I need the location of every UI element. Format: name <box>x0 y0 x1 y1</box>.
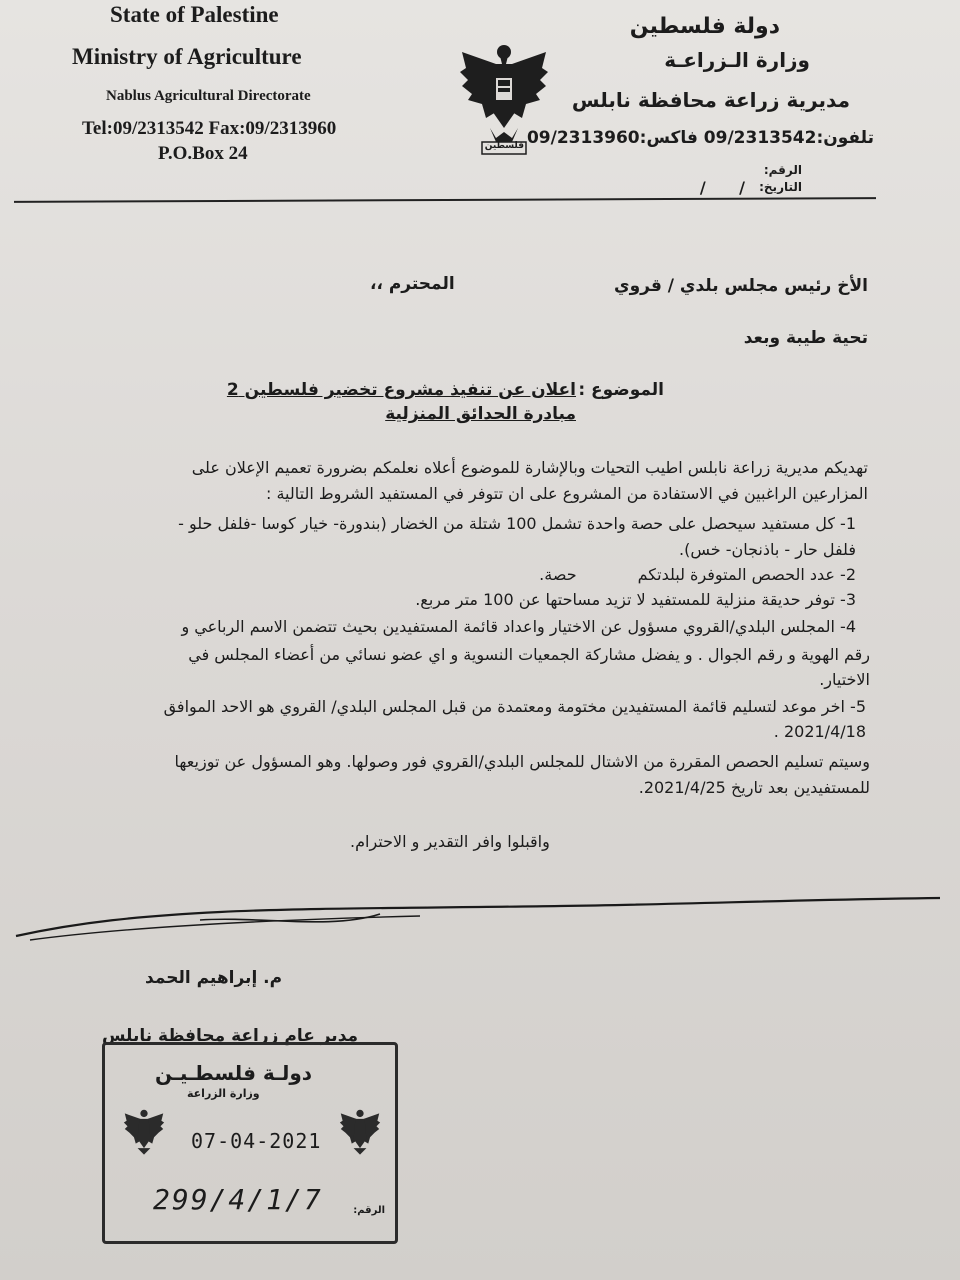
condition-5-line-2: 2021/4/18 . <box>773 722 866 741</box>
signatory-title: مدير عام زراعة محافظة نابلس <box>102 1026 359 1046</box>
subject-label: الموضوع : <box>578 380 664 400</box>
official-stamp <box>102 1042 398 1244</box>
condition-3: 3- توفر حديقة منزلية للمستفيد لا تزيد مساحتها عن 100 متر مربع. <box>415 590 856 609</box>
date-label: التاريخ: <box>759 180 802 194</box>
intro-line-2: المزارعين الراغبين في الاستفادة من المشروع على ان تتوفر في المستفيد الشروط التالية : <box>265 484 868 503</box>
stamp-eagle-left-icon <box>121 1107 167 1161</box>
stamp-eagle-right-icon <box>337 1107 383 1161</box>
greeting: تحية طيبة وبعد <box>743 328 868 348</box>
letterhead-pobox-en: P.O.Box 24 <box>158 143 248 164</box>
letterhead-directorate-en: Nablus Agricultural Directorate <box>106 88 311 104</box>
condition-1-line-1: 1- كل مستفيد سيحصل على حصة واحدة تشمل 100 شتلة من الخضار (بندورة- خيار كوسا -فلفل حلو - <box>178 514 856 533</box>
signatory-name: م. إبراهيم الحمد <box>145 968 283 988</box>
condition-5-line-1: 5- اخر موعد لتسليم قائمة المستفيدين مختومة ومعتمدة من قبل المجلس البلدي/ القروي هو الاحد الموافق <box>163 697 866 716</box>
condition-4-line-3: الاختيار. <box>819 670 870 689</box>
letterhead-ministry-en: Ministry of Agriculture <box>72 44 302 69</box>
letterhead-directorate-ar: مديرية زراعة محافظة نابلس <box>571 88 850 112</box>
sign-off: واقبلوا وافر التقدير و الاحترام. <box>350 832 550 851</box>
emblem-caption: فلسطين <box>484 141 524 151</box>
letterhead-ministry-ar: وزارة الـزراعـة <box>664 48 810 72</box>
handwritten-signature <box>0 890 960 950</box>
stamp-state: دولـة فلسطـيـن <box>155 1061 313 1085</box>
condition-4-line-2: رقم الهوية و رقم الجوال . و يفضل مشاركة الجمعيات النسوية و اي عضو نسائي من أعضاء المجلس في <box>188 645 870 664</box>
stamp-ministry: وزارة الزراعة <box>187 1087 260 1100</box>
subject-subtitle: مبادرة الحدائق المنزلية <box>385 404 576 424</box>
subject-title: اعلان عن تنفيذ مشروع تخضير فلسطين 2 <box>226 380 576 400</box>
closing-line-1: وسيتم تسليم الحصص المقررة من الاشتال للمجلس البلدي/القروي فور وصولها. وهو المسؤول عن توزيعها <box>174 752 870 771</box>
letterhead-state-en: State of Palestine <box>110 2 279 27</box>
letterhead-contact-en: Tel:09/2313542 Fax:09/2313960 <box>82 118 337 139</box>
letterhead-state-ar: دولة فلسطين <box>629 14 780 39</box>
stamp-date: 07-04-2021 <box>191 1129 322 1153</box>
stamp-ref-label: الرقم: <box>353 1205 385 1216</box>
honorific: المحترم ،، <box>370 274 455 294</box>
condition-2: 2- عدد الحصص المتوفرة لبلدتكم حصة. <box>539 565 856 584</box>
reference-number-label: الرقم: <box>763 163 802 177</box>
closing-line-2: للمستفيدين بعد تاريخ 2021/4/25. <box>638 778 870 797</box>
intro-line-1: تهديكم مديرية زراعة نابلس اطيب التحيات وبالإشارة للموضوع أعلاه نعلمكم بضرورة تعميم الإعلان على <box>191 458 868 477</box>
letterhead-contact-ar: تلفون:09/2313542 فاكس:09/2313960 <box>526 128 874 148</box>
condition-1-line-2: فلفل حار - باذنجان- خس). <box>678 540 856 559</box>
letterhead-divider <box>14 197 876 202</box>
recipient-line: الأخ رئيس مجلس بلدي / قروي <box>613 276 868 296</box>
stamp-ref-number: 299/4/1/7 <box>153 1183 323 1216</box>
date-slashes: / / <box>699 178 745 197</box>
condition-4-line-1: 4- المجلس البلدي/القروي مسؤول عن الاختيار واعداد قائمة المستفيدين بحيث تتضمن الاسم الرباعي و <box>181 617 856 636</box>
